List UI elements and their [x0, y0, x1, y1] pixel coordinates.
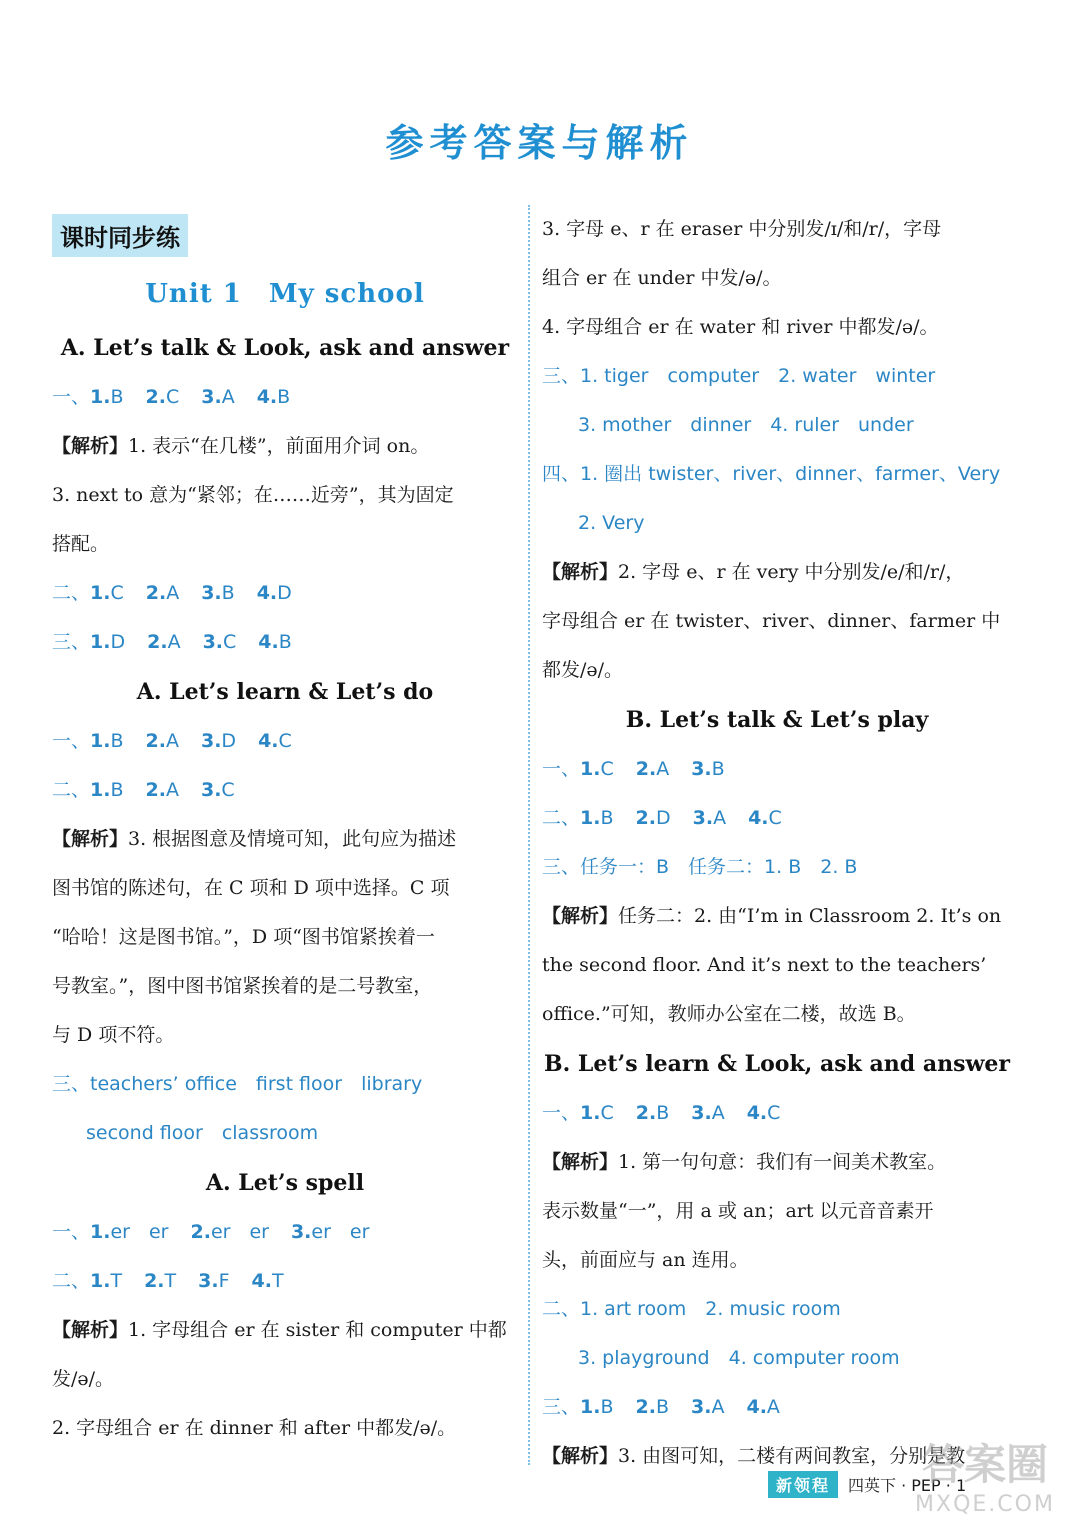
answer-group [52, 1208, 518, 1306]
answer-line [542, 1383, 1012, 1432]
item-answer: A [167, 631, 181, 653]
item-number: 2. [635, 758, 657, 780]
subsection-title: B. Let’s talk & Let’s play [625, 707, 929, 733]
item-answer: D [110, 631, 126, 653]
item-number: 3. [198, 1270, 219, 1292]
analysis-line: 【解析】1. 字母组合 er 在 sister 和 computer 中都 [52, 1319, 507, 1341]
answer-group [52, 373, 518, 422]
subsection-title: B. Let’s learn & Look, ask and answer [544, 1051, 1010, 1077]
item-number: 2. [147, 631, 168, 653]
item-answer: er er [311, 1221, 370, 1243]
item-number: 2. [145, 730, 166, 752]
item-number: 4. [746, 1396, 767, 1418]
item-answer: B [110, 779, 124, 801]
item-number: 1. [90, 779, 111, 801]
analysis-line: 4. 字母组合 er 在 water 和 river 中都发/ə/。 [542, 316, 939, 338]
item-number: 2. [145, 582, 167, 604]
item-number: 1. [90, 386, 111, 408]
item-number: 1. [90, 1221, 111, 1243]
answer-group [52, 717, 518, 815]
item-answer: A [165, 730, 179, 752]
item-answer: C [223, 631, 237, 653]
item-number: 2. [145, 386, 166, 408]
item-number: 3. [201, 582, 222, 604]
item-answer: A [711, 1102, 725, 1124]
footer-text: 四英下 · PEP · 1 [848, 1475, 967, 1495]
item-answer: C [768, 807, 782, 829]
item-number: 2. [635, 1102, 657, 1124]
answer-line: 3. mother dinner 4. ruler under [578, 414, 914, 436]
analysis-line: 【解析】任务二：2. 由“I’m in Classroom 2. It’s on [542, 905, 1002, 927]
item-answer: A [166, 582, 180, 604]
item-answer: B [277, 386, 291, 408]
analysis-line: office.”可知，教师办公室在二楼，故选 B。 [542, 1003, 916, 1025]
item-number: 1. [580, 807, 601, 829]
analysis-line: 号教室。”，图中图书馆紧挨着的是二号教室， [52, 975, 433, 997]
analysis-line: 与 D 项不符。 [52, 1024, 175, 1046]
item-number: 4. [748, 807, 769, 829]
answer-line [52, 1257, 518, 1306]
answer-line [52, 373, 518, 422]
item-answer: D [655, 807, 671, 829]
item-answer: C [165, 386, 180, 408]
analysis-line: 图书馆的陈述句，在 C 项和 D 项中选择。C 项 [52, 877, 450, 899]
item-number: 4. [256, 386, 278, 408]
item-number: 1. [90, 730, 111, 752]
answer-line: 三、1. tiger computer 2. water winter [542, 365, 936, 387]
analysis-line: 表示数量“一”，用 a 或 an；art 以元音音素开 [542, 1200, 934, 1222]
answer-group [542, 745, 1012, 843]
item-answer: B [278, 631, 292, 653]
item-answer: A [713, 807, 727, 829]
item-number: 1. [580, 1102, 601, 1124]
answer-line: 3. playground 4. computer room [578, 1347, 900, 1369]
item-answer: A [711, 1396, 725, 1418]
column-divider [528, 205, 530, 1465]
item-number: 3. [200, 779, 222, 801]
subsection-title: A. Let’s learn & Let’s do [136, 679, 434, 705]
analysis-line: 都发/ə/。 [542, 659, 624, 681]
item-answer: F [218, 1270, 230, 1292]
item-prefix: 二、 [52, 779, 91, 801]
item-answer: B [711, 758, 725, 780]
answer-line: second floor classroom [86, 1122, 319, 1144]
item-number: 3. [202, 631, 224, 653]
item-answer: C [600, 758, 614, 780]
item-answer: D [221, 730, 237, 752]
item-answer: T [271, 1270, 284, 1292]
analysis-line: 头，前面应与 an 连用。 [542, 1249, 749, 1271]
item-number: 3. [692, 807, 714, 829]
item-answer: T [164, 1270, 177, 1292]
subsection-title: A. Let’s talk & Look, ask and answer [60, 335, 510, 361]
item-prefix: 一、 [542, 758, 581, 780]
item-prefix: 三、 [52, 631, 91, 653]
answer-line [52, 766, 518, 815]
item-number: 3. [691, 1102, 712, 1124]
item-number: 3. [691, 758, 712, 780]
item-answer: B [110, 730, 124, 752]
page-title: 参考答案与解析 [385, 121, 694, 165]
item-prefix: 二、 [542, 807, 581, 829]
item-answer: B [656, 1102, 670, 1124]
item-number: 4. [746, 1102, 768, 1124]
answer-line: 二、1. art room 2. music room [542, 1298, 841, 1320]
answer-line: 三、teachers’ office first floor library [52, 1073, 423, 1095]
item-answer: A [165, 779, 179, 801]
item-number: 2. [190, 1221, 211, 1243]
item-answer: B [221, 582, 235, 604]
item-number: 3. [290, 1221, 312, 1243]
item-prefix: 三、 [542, 1396, 581, 1418]
answer-group [542, 1089, 1012, 1138]
answer-line: 2. Very [578, 512, 645, 534]
answer-line [542, 745, 1012, 794]
right-column [542, 205, 1012, 1481]
item-answer: C [600, 1102, 614, 1124]
item-prefix: 一、 [52, 1221, 91, 1243]
answer-line: 四、1. 圈出 twister、river、dinner、farmer、Very [542, 463, 1001, 485]
item-number: 4. [256, 582, 278, 604]
item-answer: B [600, 807, 614, 829]
item-number: 3. [691, 1396, 712, 1418]
item-answer: C [278, 730, 292, 752]
item-prefix: 一、 [542, 1102, 581, 1124]
section-heading: 课时同步练 [52, 205, 518, 265]
item-number: 1. [90, 1270, 111, 1292]
item-number: 2. [635, 807, 656, 829]
unit-title: Unit 1 My school [145, 279, 425, 309]
item-number: 1. [580, 1396, 601, 1418]
analysis-line: “哈哈！这是图书馆。”，D 项“图书馆紧挨着一 [52, 926, 435, 948]
item-number: 1. [90, 631, 111, 653]
subsection-title: A. Let’s spell [205, 1170, 365, 1196]
left-column [52, 205, 518, 1453]
answer-group [52, 569, 518, 667]
item-number: 2. [635, 1396, 656, 1418]
item-number: 1. [580, 758, 601, 780]
answer-line [52, 1208, 518, 1257]
item-number: 3. [200, 730, 222, 752]
item-number: 4. [258, 631, 279, 653]
watermark-logo: 答案圈 [921, 1440, 1048, 1489]
item-number: 3. [201, 386, 222, 408]
item-prefix: 二、 [52, 582, 91, 604]
item-prefix: 一、 [52, 730, 91, 752]
item-answer: B [600, 1396, 614, 1418]
analysis-line: 【解析】3. 由图可知，二楼有两间教室，分别是教 [542, 1445, 966, 1467]
analysis-line: 搭配。 [52, 533, 110, 555]
brand-badge: 新领程 [768, 1471, 838, 1498]
analysis-line: 【解析】1. 第一句句意：我们有一间美术教室。 [542, 1151, 947, 1173]
item-number: 2. [145, 779, 166, 801]
answer-line [52, 618, 518, 667]
item-answer: C [221, 779, 235, 801]
analysis-line: 【解析】2. 字母 e、r 在 very 中分别发/e/和/r/， [542, 561, 965, 583]
item-answer: B [655, 1396, 670, 1418]
analysis-line: the second floor. And it’s next to the teachers’ [542, 954, 987, 976]
item-answer: A [656, 758, 670, 780]
item-answer: A [766, 1396, 780, 1418]
item-prefix: 二、 [52, 1270, 91, 1292]
analysis-line: 【解析】1. 表示“在几楼”，前面用介词 on。 [52, 435, 430, 457]
item-number: 4. [251, 1270, 272, 1292]
answer-line [542, 1089, 1012, 1138]
item-number: 1. [90, 582, 111, 604]
analysis-line: 3. 字母 e、r 在 eraser 中分别发/ɪ/和/r/，字母 [542, 218, 942, 240]
watermark-url: MXQE.COM [915, 1492, 1055, 1517]
answer-group [542, 1383, 1012, 1432]
answer-line [542, 794, 1012, 843]
item-number: 2. [144, 1270, 165, 1292]
item-answer: A [221, 386, 235, 408]
answer-line [52, 569, 518, 618]
analysis-line: 【解析】3. 根据图意及情境可知，此句应为描述 [52, 828, 457, 850]
answer-line: 三、任务一：B 任务二：1. B 2. B [542, 856, 858, 878]
analysis-line: 2. 字母组合 er 在 dinner 和 after 中都发/ə/。 [52, 1417, 457, 1439]
analysis-line: 发/ə/。 [52, 1368, 115, 1390]
analysis-line: 3. next to 意为“紧邻；在……近旁”，其为固定 [52, 484, 454, 506]
item-answer: C [767, 1102, 781, 1124]
item-answer: B [110, 386, 124, 408]
analysis-line: 字母组合 er 在 twister、river、dinner、farmer 中 [542, 610, 1001, 632]
analysis-line: 组合 er 在 under 中发/ə/。 [542, 267, 782, 289]
item-answer: er er [110, 1221, 169, 1243]
answer-line [52, 717, 518, 766]
watermark [900, 1440, 1070, 1530]
item-answer: C [110, 582, 124, 604]
item-prefix: 一、 [52, 386, 91, 408]
item-answer: D [277, 582, 292, 604]
item-answer: T [110, 1270, 123, 1292]
item-answer: er er [210, 1221, 269, 1243]
item-number: 4. [258, 730, 279, 752]
